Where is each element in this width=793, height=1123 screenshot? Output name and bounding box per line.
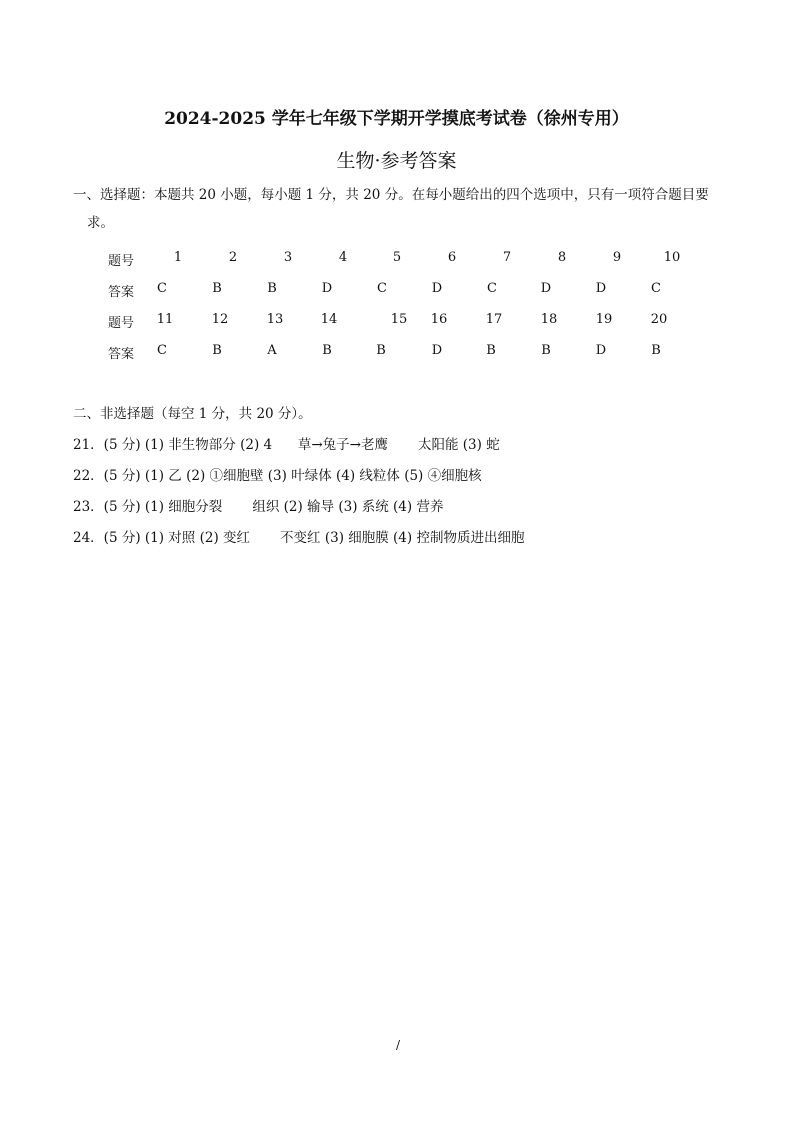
section-1-instructions (73, 181, 723, 237)
section-2-answers (73, 430, 524, 554)
grid-cell: D (540, 281, 552, 296)
grid-cell: 5 (392, 250, 402, 265)
grid-cell: 20 (650, 312, 668, 327)
row-label: 题号 (108, 254, 135, 269)
grid-cell: B (651, 343, 661, 358)
grid-cell: 7 (502, 250, 512, 265)
grid-cell: 6 (447, 250, 457, 265)
answer-line-24: 24．(5 分) (1) 对照 (2) 变红 不变红 (3) 细胞膜 (4) 控制物质进出细胞 (73, 530, 525, 546)
grid-cell: B (486, 343, 496, 358)
grid-cell: D (321, 281, 333, 296)
grid-cell: 10 (663, 250, 681, 265)
grid-cell: 15 (390, 312, 408, 327)
grid-cell: B (212, 343, 222, 358)
grid-cell: B (267, 281, 277, 296)
row-label: 题号 (108, 316, 135, 331)
grid-cell: C (651, 281, 661, 296)
grid-cell: D (431, 343, 443, 358)
answer-line-23: 23．(5 分) (1) 细胞分裂 组织 (2) 输导 (3) 系统 (4) 营养 (73, 499, 444, 515)
grid-cell: 3 (283, 250, 293, 265)
grid-cell: 18 (540, 312, 558, 327)
section-2-heading: 二、非选择题（每空 1 分，共 20 分）。 (73, 406, 312, 422)
grid-cell: 13 (266, 312, 284, 327)
grid-cell: 4 (338, 250, 348, 265)
page-title: 2024-2025 学年七年级下学期开学摸底考试卷（徐州专用） (164, 109, 629, 129)
grid-cell: B (322, 343, 332, 358)
page-number: / (396, 1038, 401, 1052)
grid-cell: 8 (557, 250, 567, 265)
grid-cell: C (487, 281, 497, 296)
row-label: 答案 (108, 285, 135, 300)
answer-line-22: 22．(5 分) (1) 乙 (2) ①细胞壁 (3) 叶绿体 (4) 线粒体 (5) ④细胞核 (73, 468, 482, 484)
grid-cell: 2 (228, 250, 238, 265)
row-label: 答案 (108, 347, 135, 362)
grid-cell: 9 (612, 250, 622, 265)
grid-cell: 1 (173, 250, 183, 265)
grid-cell: 19 (595, 312, 613, 327)
grid-cell: 12 (211, 312, 229, 327)
grid-cell: C (157, 343, 167, 358)
grid-cell: 11 (156, 312, 174, 327)
grid-cell: C (377, 281, 387, 296)
answer-line-21: 21．(5 分) (1) 非生物部分 (2) 4 草→兔子→老鹰 太阳能 (3) 蛇 (73, 437, 500, 453)
grid-cell: B (376, 343, 386, 358)
grid-cell: A (267, 343, 277, 358)
grid-cell: 17 (485, 312, 503, 327)
page-subtitle: 生物·参考答案 (336, 150, 457, 172)
section-1-line-2: 求。 (87, 215, 114, 231)
grid-cell: 16 (430, 312, 448, 327)
grid-cell: 14 (320, 312, 338, 327)
grid-cell: B (541, 343, 551, 358)
grid-cell: D (595, 281, 607, 296)
section-1-line-1: 一、选择题：本题共 20 小题，每小题 1 分，共 20 分。在每小题给出的四个选项中，只有一项符合题目要 (73, 187, 709, 203)
grid-cell: D (595, 343, 607, 358)
grid-cell: B (212, 281, 222, 296)
grid-cell: D (431, 281, 443, 296)
grid-cell: C (157, 281, 167, 296)
